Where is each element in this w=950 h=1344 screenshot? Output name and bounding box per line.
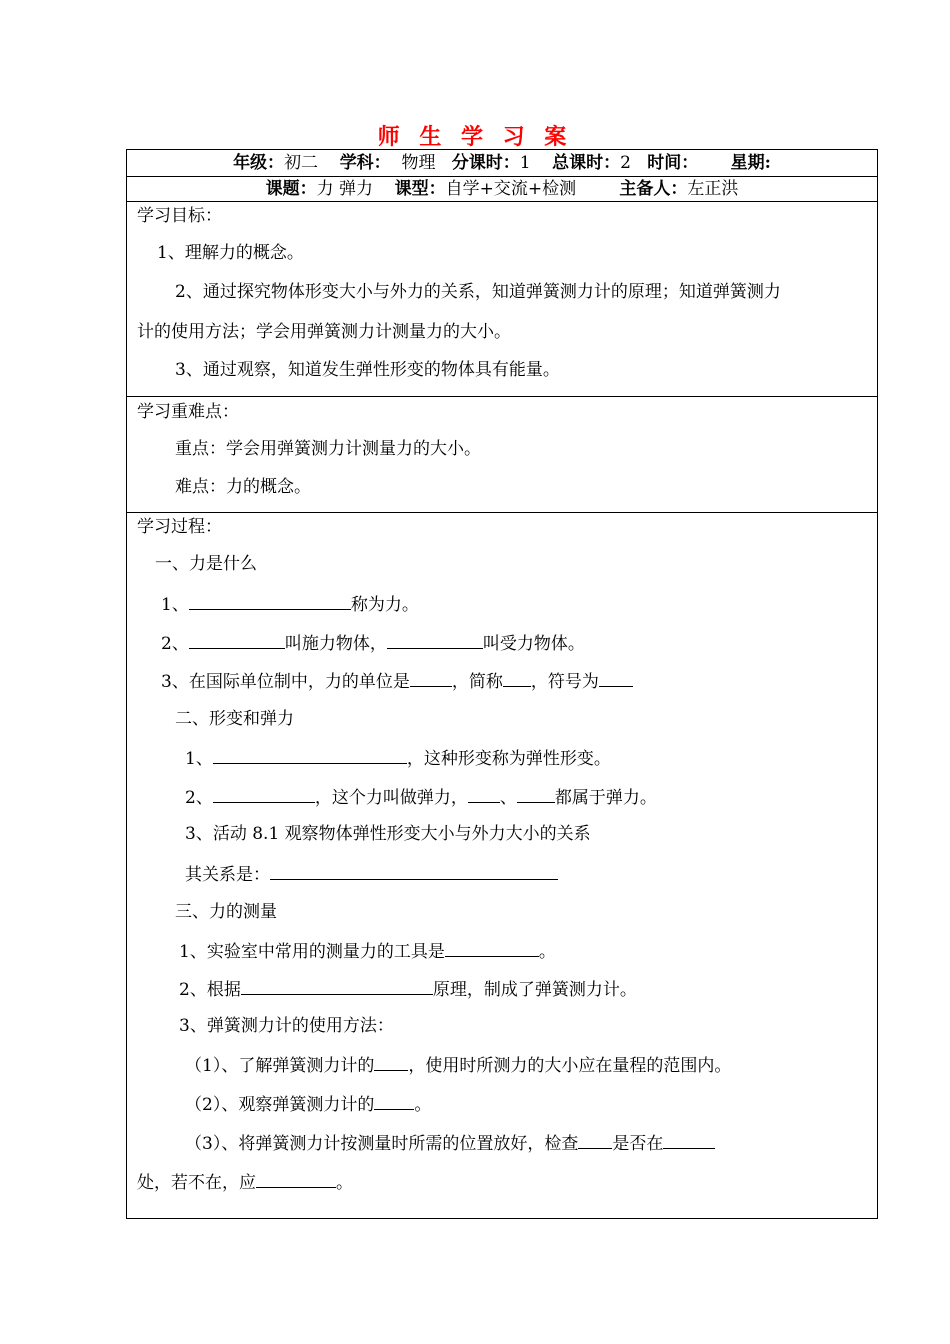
question-text: 2、 (161, 634, 189, 654)
question-row (185, 784, 657, 808)
answer-blank[interactable] (374, 1052, 408, 1071)
section-title: 二、形变和弹力 (175, 709, 294, 729)
subject-value: 物理 (401, 153, 436, 173)
preparer-label: 主备人： (619, 179, 688, 199)
question-text: （1）、了解弹簧测力计的 (185, 1056, 375, 1076)
objective-item: 2、通过探究物体形变大小与外力的关系，知道弹簧测力计的原理；知道弹簧测力 (175, 282, 781, 302)
divider (127, 396, 877, 397)
question-text: ，符号为 (530, 672, 599, 692)
answer-blank[interactable] (241, 976, 433, 995)
answer-blank[interactable] (410, 668, 452, 687)
answer-blank[interactable] (517, 784, 555, 803)
question-text: 。 (414, 1095, 432, 1115)
objective-item: 1、理解力的概念。 (157, 243, 304, 263)
answer-blank[interactable] (578, 1130, 612, 1149)
question-text: （2）、观察弹簧测力计的 (185, 1095, 375, 1115)
question-text: 1、 (161, 595, 189, 615)
topic-value: 力 弹力 (316, 179, 374, 199)
answer-blank[interactable] (256, 1169, 336, 1188)
answer-blank[interactable] (213, 745, 407, 764)
process-heading: 学习过程： (137, 517, 222, 537)
question-text: ，这种形变称为弹性形变。 (406, 749, 611, 769)
answer-blank[interactable] (189, 630, 285, 649)
question-text: 叫受力物体。 (482, 634, 585, 654)
answer-blank[interactable] (213, 784, 315, 803)
objective-item: 3、通过观察，知道发生弹性形变的物体具有能量。 (175, 360, 560, 380)
answer-blank[interactable] (387, 630, 483, 649)
answer-blank[interactable] (663, 1130, 715, 1149)
answer-blank[interactable] (445, 938, 539, 957)
page-title: 师 生 学 习 案 (377, 125, 573, 150)
question-text: 其关系是： (185, 865, 270, 885)
key-point: 重点：学会用弹簧测力计测量力的大小。 (175, 439, 481, 459)
time-label: 时间： (647, 153, 699, 173)
question-row (179, 976, 637, 1000)
subject-label: 学科： (339, 153, 391, 173)
header-row-2 (127, 177, 877, 201)
question-row (185, 745, 611, 769)
question-row (185, 1052, 731, 1076)
question-text: 处，若不在，应 (137, 1173, 256, 1193)
question-text: （3）、将弹簧测力计按测量时所需的位置放好，检查 (185, 1134, 579, 1154)
divider (127, 201, 877, 202)
lesson-table (126, 149, 878, 1219)
answer-blank[interactable] (599, 668, 633, 687)
question-text: 1、实验室中常用的测量力的工具是 (179, 942, 445, 962)
question-text: 1、 (185, 749, 213, 769)
question-text: 3、弹簧测力计的使用方法： (179, 1016, 394, 1036)
section-title: 三、力的测量 (175, 902, 277, 922)
question-row (185, 861, 558, 885)
question-text: 2、 (185, 788, 213, 808)
preparer-value: 左正洪 (687, 179, 739, 199)
section-title: 一、力是什么 (155, 554, 257, 574)
weekday-label: 星期: (730, 153, 771, 173)
key-points-heading: 学习重难点： (137, 402, 239, 422)
question-text: 。 (538, 942, 556, 962)
question-row (185, 1091, 431, 1115)
sub-hours-label: 分课时： (451, 153, 520, 173)
grade-value: 初二 (284, 153, 319, 173)
question-row (185, 1130, 715, 1154)
question-text: 是否在 (612, 1134, 664, 1154)
question-text: 原理，制成了弹簧测力计。 (432, 980, 637, 1000)
question-row (161, 668, 633, 692)
question-text: 、 (499, 788, 517, 808)
type-value: 自学+交流+检测 (445, 179, 577, 199)
total-hours-value: 2 (620, 153, 631, 173)
sub-hours-value: 1 (519, 153, 531, 173)
answer-blank[interactable] (503, 668, 531, 687)
header-row-1 (127, 151, 877, 175)
question-text: 。 (336, 1173, 353, 1193)
question-text: ，使用时所测力的大小应在量程的范围内。 (408, 1056, 732, 1076)
divider (127, 512, 877, 513)
type-label: 课型： (394, 179, 446, 199)
question-text: ，简称 (451, 672, 503, 692)
question-text: 3、在国际单位制中，力的单位是 (161, 672, 410, 692)
question-text: ，这个力叫做弹力， (314, 788, 468, 808)
question-text: 都属于弹力。 (554, 788, 657, 808)
question-row (161, 591, 419, 615)
objective-item: 计的使用方法；学会用弹簧测力计测量力的大小。 (137, 322, 511, 342)
objectives-heading: 学习目标： (137, 206, 222, 226)
answer-blank[interactable] (468, 784, 500, 803)
question-row (161, 630, 585, 654)
question-text: 2、根据 (179, 980, 241, 1000)
topic-label: 课题： (265, 179, 317, 199)
question-row (137, 1169, 353, 1193)
answer-blank[interactable] (270, 861, 558, 880)
question-text: 3、活动 8.1 观察物体弹性形变大小与外力大小的关系 (185, 824, 591, 844)
question-text: 称为力。 (350, 595, 419, 615)
total-hours-label: 总课时： (552, 153, 621, 173)
grade-label: 年级： (233, 153, 285, 173)
question-row (179, 938, 556, 962)
answer-blank[interactable] (374, 1091, 414, 1110)
answer-blank[interactable] (189, 591, 351, 610)
difficult-point: 难点：力的概念。 (175, 477, 311, 497)
question-text: 叫施力物体， (284, 634, 387, 654)
